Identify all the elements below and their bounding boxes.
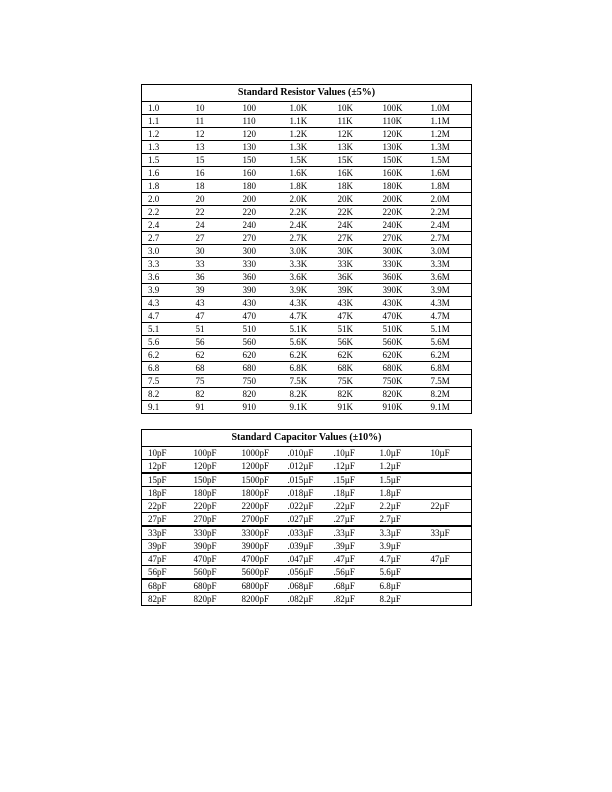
table-cell: 300 — [237, 245, 284, 258]
table-cell: 47K — [332, 310, 377, 323]
table-cell: 91 — [190, 401, 237, 414]
table-cell: 390 — [237, 284, 284, 297]
table-cell: 1.5M — [425, 154, 472, 167]
table-row — [142, 447, 472, 460]
table-cell: 1.3K — [284, 141, 332, 154]
table-cell: 360K — [377, 271, 425, 284]
table-cell — [425, 473, 472, 487]
table-cell: 7.5 — [142, 375, 190, 388]
table-cell: 62 — [190, 349, 237, 362]
table-cell: 270 — [237, 232, 284, 245]
table-cell: 5.1M — [425, 323, 472, 336]
table-cell: 470K — [377, 310, 425, 323]
table-cell: 39pF — [142, 540, 188, 553]
table-cell: 120pF — [188, 460, 236, 474]
table-cell: 160 — [237, 167, 284, 180]
table-cell: 1800pF — [236, 487, 282, 500]
table-cell: 2200pF — [236, 500, 282, 513]
table-cell: 1.0K — [284, 102, 332, 115]
table-row — [142, 513, 472, 527]
table-row — [142, 323, 472, 336]
table-cell: 1.2K — [284, 128, 332, 141]
table-cell: 5.1 — [142, 323, 190, 336]
table-cell: 15pF — [142, 473, 188, 487]
table-cell: 56 — [190, 336, 237, 349]
table-row — [142, 593, 472, 606]
table-cell: 4700pF — [236, 553, 282, 566]
table-row — [142, 566, 472, 580]
table-cell: 1.8 — [142, 180, 190, 193]
capacitor-table-title: Standard Capacitor Values (±10%) — [231, 432, 382, 443]
table-cell: 910K — [377, 401, 425, 414]
table-cell: .033µF — [282, 526, 328, 540]
table-cell: 18pF — [142, 487, 188, 500]
table-cell: 4.7M — [425, 310, 472, 323]
table-cell: 1.5µF — [374, 473, 425, 487]
table-cell: 20 — [190, 193, 237, 206]
table-row — [142, 540, 472, 553]
table-cell: 4.3K — [284, 297, 332, 310]
table-cell: 13 — [190, 141, 237, 154]
table-cell: 33µF — [425, 526, 472, 540]
table-row — [142, 401, 472, 414]
table-cell: 240 — [237, 219, 284, 232]
table-cell: 3.6 — [142, 271, 190, 284]
table-cell: .68µF — [328, 579, 374, 593]
table-cell: 4.3 — [142, 297, 190, 310]
table-cell: 100 — [237, 102, 284, 115]
table-row — [142, 102, 472, 115]
table-cell: 6.8µF — [374, 579, 425, 593]
table-cell: 9.1K — [284, 401, 332, 414]
table-cell: 2.4 — [142, 219, 190, 232]
table-cell: 1.1M — [425, 115, 472, 128]
table-cell: 150 — [237, 154, 284, 167]
table-cell: .027µF — [282, 513, 328, 527]
table-cell: 130K — [377, 141, 425, 154]
table-cell: 220pF — [188, 500, 236, 513]
table-cell: 3.9 — [142, 284, 190, 297]
table-row — [142, 473, 472, 487]
table-cell: 120 — [237, 128, 284, 141]
table-cell: 11 — [190, 115, 237, 128]
table-cell: 560pF — [188, 566, 236, 580]
table-cell: 240K — [377, 219, 425, 232]
table-cell: 22 — [190, 206, 237, 219]
table-cell: 75 — [190, 375, 237, 388]
table-row — [142, 271, 472, 284]
table-row — [142, 154, 472, 167]
table-cell: 6.8M — [425, 362, 472, 375]
table-cell: 510 — [237, 323, 284, 336]
table-row — [142, 375, 472, 388]
table-cell: 4.7K — [284, 310, 332, 323]
table-cell — [425, 579, 472, 593]
table-row — [142, 553, 472, 566]
table-cell: 51K — [332, 323, 377, 336]
table-cell: 16K — [332, 167, 377, 180]
table-cell — [425, 460, 472, 474]
table-cell: 620 — [237, 349, 284, 362]
table-cell: .022µF — [282, 500, 328, 513]
table-row — [142, 388, 472, 401]
table-cell: 2.7M — [425, 232, 472, 245]
table-cell: 3.6M — [425, 271, 472, 284]
table-row — [142, 128, 472, 141]
table-cell: 330K — [377, 258, 425, 271]
table-cell: 910 — [237, 401, 284, 414]
table-cell: 430 — [237, 297, 284, 310]
table-cell: 8.2µF — [374, 593, 425, 606]
table-cell: 1500pF — [236, 473, 282, 487]
table-cell: 10µF — [425, 447, 472, 460]
table-cell: .33µF — [328, 526, 374, 540]
table-cell: .18µF — [328, 487, 374, 500]
table-cell: 2.7µF — [374, 513, 425, 527]
table-cell: 3.9µF — [374, 540, 425, 553]
table-cell: 22K — [332, 206, 377, 219]
table-row — [142, 232, 472, 245]
table-cell: 68pF — [142, 579, 188, 593]
table-cell: 1.6M — [425, 167, 472, 180]
table-cell: 39 — [190, 284, 237, 297]
table-cell: 10 — [190, 102, 237, 115]
table-cell: 1.1 — [142, 115, 190, 128]
table-cell: 270pF — [188, 513, 236, 527]
table-cell: 110 — [237, 115, 284, 128]
table-cell: 5600pF — [236, 566, 282, 580]
table-cell: 1.3M — [425, 141, 472, 154]
table-cell: 3.3 — [142, 258, 190, 271]
table-cell: 2.4K — [284, 219, 332, 232]
table-cell: 47 — [190, 310, 237, 323]
table-cell: 1.6 — [142, 167, 190, 180]
table-cell: 220 — [237, 206, 284, 219]
table-row — [142, 284, 472, 297]
table-cell: 68K — [332, 362, 377, 375]
table-cell: 2.0 — [142, 193, 190, 206]
table-cell: 43K — [332, 297, 377, 310]
resistor-table-title: Standard Resistor Values (±5%) — [142, 85, 472, 102]
table-row — [142, 115, 472, 128]
table-cell: 820 — [237, 388, 284, 401]
table-cell: 1.1K — [284, 115, 332, 128]
table-cell: 3.9K — [284, 284, 332, 297]
table-cell: 20K — [332, 193, 377, 206]
table-cell: .22µF — [328, 500, 374, 513]
table-cell: 8.2 — [142, 388, 190, 401]
table-cell: .10µF — [328, 447, 374, 460]
table-cell: 16 — [190, 167, 237, 180]
table-cell: 18 — [190, 180, 237, 193]
table-cell: .082µF — [282, 593, 328, 606]
table-cell: 5.1K — [284, 323, 332, 336]
table-cell: 82 — [190, 388, 237, 401]
table-cell: 4.7µF — [374, 553, 425, 566]
table-cell: 43 — [190, 297, 237, 310]
table-cell: 6.8 — [142, 362, 190, 375]
table-cell: .12µF — [328, 460, 374, 474]
table-cell: 6.2M — [425, 349, 472, 362]
table-cell: 1.5 — [142, 154, 190, 167]
table-cell: 12K — [332, 128, 377, 141]
table-cell: 13K — [332, 141, 377, 154]
table-cell: 1000pF — [236, 447, 282, 460]
table-cell: 180 — [237, 180, 284, 193]
table-cell: .056µF — [282, 566, 328, 580]
table-cell: 2.2M — [425, 206, 472, 219]
table-row — [142, 180, 472, 193]
table-cell: 82pF — [142, 593, 188, 606]
table-cell: 6800pF — [236, 579, 282, 593]
table-cell: 680pF — [188, 579, 236, 593]
table-row — [142, 310, 472, 323]
table-cell: 750 — [237, 375, 284, 388]
table-cell: 270K — [377, 232, 425, 245]
table-row — [142, 219, 472, 232]
table-cell — [425, 566, 472, 580]
table-cell: .039µF — [282, 540, 328, 553]
table-cell: 1.0M — [425, 102, 472, 115]
table-row — [142, 245, 472, 258]
table-cell: 2.2K — [284, 206, 332, 219]
table-cell: 10pF — [142, 447, 188, 460]
table-cell: .012µF — [282, 460, 328, 474]
table-cell: 560K — [377, 336, 425, 349]
table-cell: .27µF — [328, 513, 374, 527]
table-row — [142, 579, 472, 593]
table-cell — [425, 593, 472, 606]
table-cell: 130 — [237, 141, 284, 154]
table-cell: 620K — [377, 349, 425, 362]
table-cell: 56K — [332, 336, 377, 349]
table-cell: 2.7 — [142, 232, 190, 245]
table-row — [142, 460, 472, 474]
table-cell: 9.1M — [425, 401, 472, 414]
table-row — [142, 500, 472, 513]
table-cell: 180K — [377, 180, 425, 193]
table-cell: 5.6µF — [374, 566, 425, 580]
table-row — [142, 258, 472, 271]
table-cell: 680K — [377, 362, 425, 375]
table-cell: 470 — [237, 310, 284, 323]
table-cell: 560 — [237, 336, 284, 349]
table-row — [142, 487, 472, 500]
table-cell: 27pF — [142, 513, 188, 527]
table-cell: 1.8M — [425, 180, 472, 193]
table-cell: 3.3µF — [374, 526, 425, 540]
table-cell: 3300pF — [236, 526, 282, 540]
table-cell: 3.9M — [425, 284, 472, 297]
table-cell: 100K — [377, 102, 425, 115]
table-cell: 15 — [190, 154, 237, 167]
table-cell: 36K — [332, 271, 377, 284]
table-cell — [425, 540, 472, 553]
table-cell: .018µF — [282, 487, 328, 500]
table-cell: 30K — [332, 245, 377, 258]
table-cell: 33K — [332, 258, 377, 271]
table-cell: 68 — [190, 362, 237, 375]
table-cell: 12 — [190, 128, 237, 141]
table-cell: 510K — [377, 323, 425, 336]
capacitor-table-body — [142, 447, 472, 606]
table-cell: 6.2K — [284, 349, 332, 362]
table-cell: 24K — [332, 219, 377, 232]
table-row — [142, 362, 472, 375]
table-cell: 3900pF — [236, 540, 282, 553]
table-cell: 1.3 — [142, 141, 190, 154]
table-cell: .047µF — [282, 553, 328, 566]
table-cell: 8200pF — [236, 593, 282, 606]
table-cell: 5.6M — [425, 336, 472, 349]
table-cell: 200K — [377, 193, 425, 206]
table-cell: 8.2K — [284, 388, 332, 401]
table-cell: 330pF — [188, 526, 236, 540]
table-cell: 6.8K — [284, 362, 332, 375]
table-cell: 1.0 — [142, 102, 190, 115]
table-cell — [425, 487, 472, 500]
table-row — [142, 141, 472, 154]
resistor-table-body — [142, 102, 472, 414]
table-cell: .15µF — [328, 473, 374, 487]
table-cell: 150pF — [188, 473, 236, 487]
table-cell: .47µF — [328, 553, 374, 566]
table-cell: 2.2 — [142, 206, 190, 219]
table-cell: 1.5K — [284, 154, 332, 167]
capacitor-values-table — [141, 429, 472, 606]
table-row — [142, 526, 472, 540]
table-cell: 12pF — [142, 460, 188, 474]
table-cell: 3.0K — [284, 245, 332, 258]
table-cell — [425, 513, 472, 527]
table-cell: 4.3M — [425, 297, 472, 310]
table-cell: 56pF — [142, 566, 188, 580]
table-cell: 150K — [377, 154, 425, 167]
resistor-values-table — [141, 84, 472, 414]
table-cell: 27K — [332, 232, 377, 245]
table-cell: 33 — [190, 258, 237, 271]
table-cell: 82K — [332, 388, 377, 401]
table-cell: 2.0K — [284, 193, 332, 206]
table-cell: 18K — [332, 180, 377, 193]
table-cell: 91K — [332, 401, 377, 414]
table-cell: 2.7K — [284, 232, 332, 245]
table-cell: 430K — [377, 297, 425, 310]
table-cell: 1.0µF — [374, 447, 425, 460]
table-cell: 360 — [237, 271, 284, 284]
table-cell: 750K — [377, 375, 425, 388]
table-cell: 5.6 — [142, 336, 190, 349]
table-cell: 7.5M — [425, 375, 472, 388]
table-cell: 470pF — [188, 553, 236, 566]
table-cell: 180pF — [188, 487, 236, 500]
table-cell: 15K — [332, 154, 377, 167]
table-cell: 330 — [237, 258, 284, 271]
table-cell: 27 — [190, 232, 237, 245]
table-cell: 3.3K — [284, 258, 332, 271]
table-cell: 8.2M — [425, 388, 472, 401]
table-cell: 3.6K — [284, 271, 332, 284]
table-cell: 2.0M — [425, 193, 472, 206]
table-row — [142, 206, 472, 219]
table-cell: 820pF — [188, 593, 236, 606]
table-cell: 3.3M — [425, 258, 472, 271]
table-cell: .015µF — [282, 473, 328, 487]
table-cell: 39K — [332, 284, 377, 297]
table-cell: 62K — [332, 349, 377, 362]
table-cell: 1200pF — [236, 460, 282, 474]
table-cell: 3.0M — [425, 245, 472, 258]
table-cell: 3.0 — [142, 245, 190, 258]
table-cell: 1.8µF — [374, 487, 425, 500]
table-cell: 120K — [377, 128, 425, 141]
table-cell: 6.2 — [142, 349, 190, 362]
table-cell: 5.6K — [284, 336, 332, 349]
table-cell: 33pF — [142, 526, 188, 540]
table-cell: 4.7 — [142, 310, 190, 323]
table-cell: 47pF — [142, 553, 188, 566]
table-cell: 390pF — [188, 540, 236, 553]
table-cell: 2.2µF — [374, 500, 425, 513]
table-row — [142, 336, 472, 349]
table-cell: 47µF — [425, 553, 472, 566]
table-cell: 110K — [377, 115, 425, 128]
table-cell: 22µF — [425, 500, 472, 513]
table-cell: .82µF — [328, 593, 374, 606]
table-cell: 820K — [377, 388, 425, 401]
table-cell: .010µF — [282, 447, 328, 460]
table-cell: 36 — [190, 271, 237, 284]
table-cell: 160K — [377, 167, 425, 180]
table-cell: 100pF — [188, 447, 236, 460]
table-cell: 300K — [377, 245, 425, 258]
table-cell: 390K — [377, 284, 425, 297]
table-cell: 75K — [332, 375, 377, 388]
table-cell: 51 — [190, 323, 237, 336]
table-cell: 1.6K — [284, 167, 332, 180]
table-cell: 9.1 — [142, 401, 190, 414]
table-cell: .068µF — [282, 579, 328, 593]
table-cell: 200 — [237, 193, 284, 206]
table-cell: 1.2M — [425, 128, 472, 141]
table-cell: 11K — [332, 115, 377, 128]
table-cell: 10K — [332, 102, 377, 115]
table-row — [142, 167, 472, 180]
table-row — [142, 297, 472, 310]
table-cell: 24 — [190, 219, 237, 232]
table-row — [142, 349, 472, 362]
table-cell: 2700pF — [236, 513, 282, 527]
table-cell: 30 — [190, 245, 237, 258]
table-cell: 1.8K — [284, 180, 332, 193]
table-row — [142, 193, 472, 206]
table-cell: 680 — [237, 362, 284, 375]
table-cell: 2.4M — [425, 219, 472, 232]
table-cell: .39µF — [328, 540, 374, 553]
table-cell: 1.2µF — [374, 460, 425, 474]
table-cell: 7.5K — [284, 375, 332, 388]
table-cell: 1.2 — [142, 128, 190, 141]
table-cell: 220K — [377, 206, 425, 219]
table-cell: 22pF — [142, 500, 188, 513]
table-cell: .56µF — [328, 566, 374, 580]
